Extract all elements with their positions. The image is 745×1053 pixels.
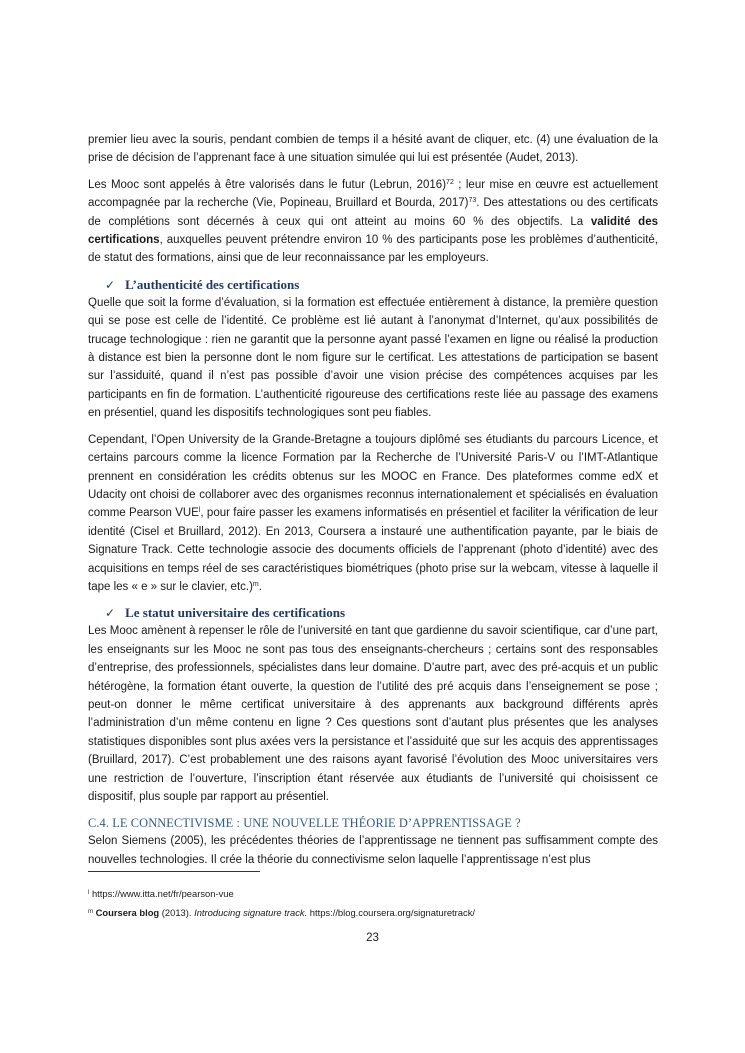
footnote-m-mark: m bbox=[88, 908, 93, 915]
section-heading-c4: C.4. LE CONNECTIVISME : UNE NOUVELLE THÉORIE D’APPRENTISSAGE ? bbox=[88, 816, 521, 831]
check-icon: ✓ bbox=[105, 277, 116, 292]
subheading-university-status bbox=[88, 604, 658, 622]
paragraph-3: Quelle que soit la forme d’évaluation, si la formation est effectuée entièrement à distance, la première question qui se pose est celle de l’identité. Ce problème est lié autant à l’anonymat d’Internet, qu’aux possibilités de trucage technologique : rien ne garantit que la personne ayant passé l’examen en ligne ou réalisé la production à distance est bien la personne dont le nom figure sur le certificat. Les attestations de participation se basent sur l’assiduité, quand il n’est pas possible d’avoir une vision précise des compétences acquises par les participants en fin de formation. L’authenticité rigoureuse des certifications reste liée au passage des examens en présentiel, quand les dispositifs technologiques sont peu fiables. bbox=[88, 296, 658, 420]
paragraph-5: Les Mooc amènent à repenser le rôle de l’université en tant que gardienne du savoir scientifique, car d’une part, les enseignants sur les Mooc ne sont pas tous des enseignants-chercheurs ; certains sont des responsables d’entreprise, des professionnels, spécialistes dans leur domaine. D’autre part, avec des pré-acquis et un public hétérogène, la formation étant ouverte, la question de l’utilité des pré acquis dans l’enseignement se pose ; peut-on donner le même certificat universitaire à des apprenants aux background différents après l’administration d’un même contenu en ligne ? Ces questions sont d’autant plus présentes que les analyses statistiques disponibles sont plus axées vers la persistance et l’assiduité que sur les acquis des apprentissages (Bruillard, 2017). C’est probablement une des raisons ayant favorisé l’évolution des Mooc universitaires vers une restriction de l’ouverture, l’inscription étant réservée aux étudiants de l’université qui choisissent ce dispositif, plus souple par rapport au présentiel. bbox=[88, 625, 658, 803]
footnote-m-link[interactable]: https://blog.coursera.org/signaturetrack/ bbox=[307, 906, 475, 918]
footnote-ref-73: 73 bbox=[468, 197, 477, 205]
paragraph-2-bold: validité des certifications bbox=[88, 215, 658, 247]
footnote-ref-72: 72 bbox=[446, 178, 454, 186]
check-icon: ✓ bbox=[105, 606, 116, 621]
paragraph-4-text-1: Cependant, l’Open University de la Grande-Bretagne a toujours diplômé ses étudiants du parcours Licence, et certains parcours comme la licence Formation par la Recherche de l’Université Paris-V ou l’IMT-Atlantique prennent en considération les crédits obtenus sur les MOOC en France. Des plateformes comme edX et Udacity ont choisi de collaborer avec des organismes reconnus internationalement et spécialisés en évaluation comme Pearson VUE bbox=[88, 433, 658, 520]
footnote-m-source: Coursera blog bbox=[95, 906, 160, 918]
footnote-l-link[interactable]: https://www.itta.net/fr/pearson-vue bbox=[91, 888, 234, 899]
paragraph-2-text-2: ; leur mise en œuvre est actuellement accompagnée par la recherche (Vie, Popineau, Bruillard et Bourda, 2017) bbox=[88, 178, 658, 210]
paragraph-4 bbox=[88, 431, 658, 597]
paragraph-1: premier lieu avec la souris, pendant combien de temps il a hésité avant de cliquer, etc. (4) une évaluation de la prise de décision de l’apprenant face à une situation simulée qui lui est présentée (Audet, 2013). bbox=[88, 134, 658, 165]
paragraph-6: Selon Siemens (2005), les précédentes théories de l’apprentissage ne tiennent pas suffisamment compte des nouvelles technologies. Il crée la théorie du connectivisme selon laquelle l’apprentissage n’est plus bbox=[88, 835, 658, 866]
footnote-l bbox=[88, 887, 658, 901]
footnote-m-title: Introducing signature track. bbox=[194, 906, 308, 918]
footnote-ref-l: l bbox=[198, 507, 201, 515]
paragraph-2-text-3: . Des attestations ou des certificats de complétions sont décernés à ceux qui ont atteint au moins 60 % des objectifs. La bbox=[88, 197, 658, 228]
paragraph-4-text-2: , pour faire passer les examens informatisés en présentiel et faciliter la vérification de leur identité (Cisel et Bruillard, 2012). En 2013, Coursera a instauré une authentification payante, par le biais de Signature Track. Cette technologie associe des documents officiels de l’apprenant (photo d’identité) avec des acquisitions en temps réel de ses caractéristiques biométriques (photo prise sur la webcam, vitesse à laquelle il tape les « e » sur le clavier, etc.) bbox=[88, 507, 658, 593]
paragraph-2-text-1: Les Mooc sont appelés à être valorisés dans le futur (Lebrun, 2016) bbox=[88, 178, 447, 191]
footnote-separator bbox=[88, 871, 260, 872]
paragraph-2 bbox=[88, 176, 658, 268]
subheading-university-status-text: Le statut universitaire des certifications bbox=[125, 605, 346, 621]
footnote-m-year: (2013). bbox=[159, 906, 195, 918]
subheading-authenticity-text: L’authenticité des certifications bbox=[125, 276, 300, 292]
footnote-ref-m: m bbox=[252, 580, 259, 588]
footnote-m bbox=[88, 906, 658, 920]
paragraph-4-text-3: . bbox=[258, 580, 262, 593]
subheading-authenticity bbox=[88, 276, 658, 294]
paragraph-2-text-4: , auxquelles peuvent prétendre environ 10 % des participants pose les problèmes d’authenticité, de statut des formations, ainsi que de leur reconnaissance par les employeurs. bbox=[88, 234, 658, 265]
footnote-l-mark: l bbox=[88, 890, 90, 896]
page-number: 23 bbox=[366, 932, 379, 944]
page-body bbox=[88, 131, 658, 869]
footnotes bbox=[88, 887, 658, 924]
